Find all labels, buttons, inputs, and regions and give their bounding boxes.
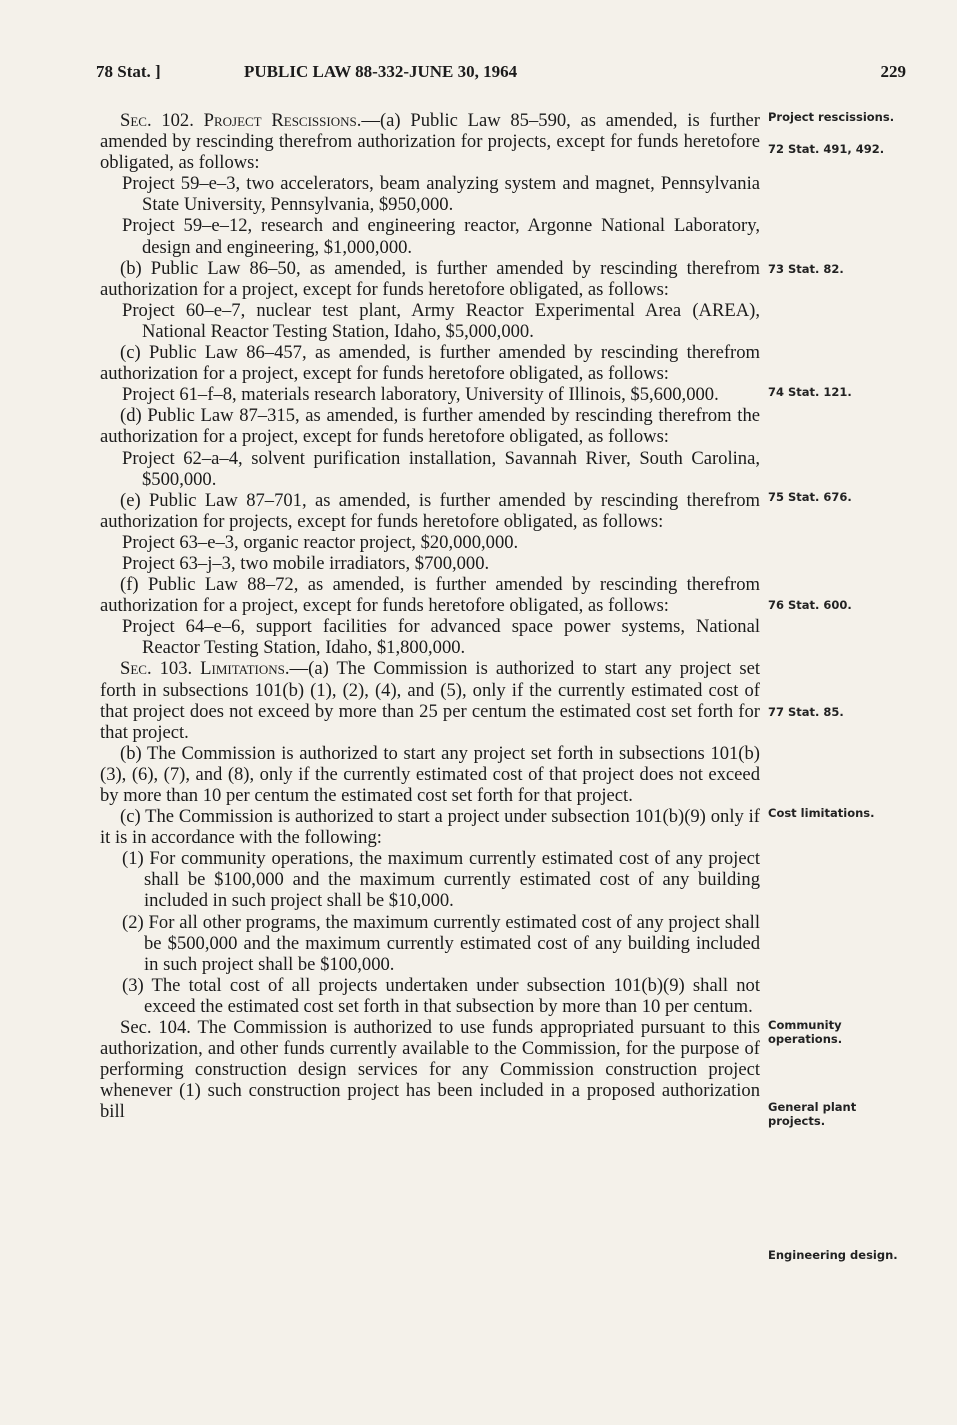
sec-103-b: (b) The Commission is authorized to start any project set forth in subsections 101(b) (3), (6), (7), and (8), only if the currently estimated cost of that project does not exceed by more than 10 per centum the estimated cost set forth for that project.: [100, 742, 760, 806]
sec-103-c-3: (3) The total cost of all projects undertaken under subsection 101(b)(9) shall not exceed the estimated cost set forth in that subsection by more than 10 per centum.: [122, 974, 760, 1017]
sec-102-f: (f) Public Law 88–72, as amended, is further amended by rescinding therefrom authorization for a project, except for funds heretofore obligated, as follows:: [100, 574, 760, 617]
page-number: 229: [880, 62, 906, 81]
project-63-j-3: Project 63–j–3, two mobile irradiators, $700,000.: [122, 552, 490, 574]
sec-102-d: (d) Public Law 87–315, as amended, is further amended by rescinding therefrom the authorization for a project, except for funds heretofore obligated, as follows:: [100, 405, 760, 448]
sec-103-c: (c) The Commission is authorized to start a project under subsection 101(b)(9) only if it is in accordance with the following:: [100, 806, 760, 849]
project-59-e-3: Project 59–e–3, two accelerators, beam analyzing system and magnet, Pennsylvania State University, Pennsylvania, $950,000.: [122, 173, 760, 216]
sec-103-heading: Sec. 103. Limitations.: [120, 658, 290, 680]
note-75-stat: 75 Stat. 676.: [768, 490, 852, 504]
note-73-stat: 73 Stat. 82.: [768, 262, 844, 276]
note-77-stat: 77 Stat. 85.: [768, 705, 844, 719]
note-project-rescissions: Project rescissions.: [768, 110, 895, 124]
note-cost-limitations: Cost limitations.: [768, 806, 875, 820]
statute-volume: 78 Stat. ]: [96, 62, 161, 81]
note-general-plant: General plant projects.: [768, 1100, 857, 1128]
sec-103-c-2: (2) For all other programs, the maximum currently estimated cost of any project shall be $500,000 and the maximum currently estimated cost of any building included in such project shall be $100,000.: [122, 911, 760, 975]
project-63-e-3: Project 63–e–3, organic reactor project, $20,000,000.: [122, 531, 519, 553]
sec-102-e: (e) Public Law 87–701, as amended, is further amended by rescinding therefrom authorization for projects, except for funds heretofore obligated, as follows:: [100, 489, 760, 532]
note-74-stat: 74 Stat. 121.: [768, 385, 852, 399]
sec-104: Sec. 104. The Commission is authorized to use funds appropriated pursuant to this authorization, and other funds currently available to the Commission, for the purpose of performing construction design services for any Commission construction project whenever (1) such construction project has been included in a proposed authorization bill: [100, 1017, 760, 1123]
sec-102-heading: Sec. 102. Project Rescissions.: [120, 110, 362, 131]
note-72-stat: 72 Stat. 491, 492.: [768, 142, 885, 156]
sec-102-a: Sec. 102. Project Rescissions.—(a) Public Law 85–590, as amended, is further amended by rescinding therefrom authorization for projects, except for funds heretofore obligated, as follows:: [100, 110, 760, 174]
sec-103-a: Sec. 103. Limitations.—(a) The Commission is authorized to start any project set forth in subsections 101(b) (1), (2), (4), and (5), only if the currently estimated cost of that project does not exceed by more than 25 per centum the estimated cost set forth for that project.: [100, 658, 760, 743]
running-title: PUBLIC LAW 88-332-JUNE 30, 1964: [244, 62, 518, 81]
body-text: [100, 110, 760, 1123]
project-61-f-8: Project 61–f–8, materials research laboratory, University of Illinois, $5,600,000.: [122, 384, 719, 406]
sec-102-b: (b) Public Law 86–50, as amended, is further amended by rescinding therefrom authorization for a project, except for funds heretofore obligated, as follows:: [100, 257, 760, 300]
note-community-operations: Community operations.: [768, 1018, 843, 1046]
sec-103-c-1: (1) For community operations, the maximum currently estimated cost of any project shall be $100,000 and the maximum currently estimated cost of any building included in such project shall be $10,000.: [122, 848, 760, 912]
project-64-e-6: Project 64–e–6, support facilities for advanced space power systems, National Reactor Testing Station, Idaho, $1,800,000.: [122, 616, 760, 659]
project-60-e-7: Project 60–e–7, nuclear test plant, Army Reactor Experimental Area (AREA), National Reactor Testing Station, Idaho, $5,000,000.: [122, 299, 760, 342]
note-76-stat: 76 Stat. 600.: [768, 598, 852, 612]
project-59-e-12: Project 59–e–12, research and engineering reactor, Argonne National Laboratory, design and engineering, $1,000,000.: [122, 215, 760, 258]
note-engineering-design: Engineering design.: [768, 1248, 898, 1262]
project-62-a-4: Project 62–a–4, solvent purification installation, Savannah River, South Carolina, $500,000.: [122, 447, 760, 490]
page-header: [96, 62, 906, 88]
sec-102-c: (c) Public Law 86–457, as amended, is further amended by rescinding therefrom authorization for a project, except for funds heretofore obligated, as follows:: [100, 342, 760, 385]
